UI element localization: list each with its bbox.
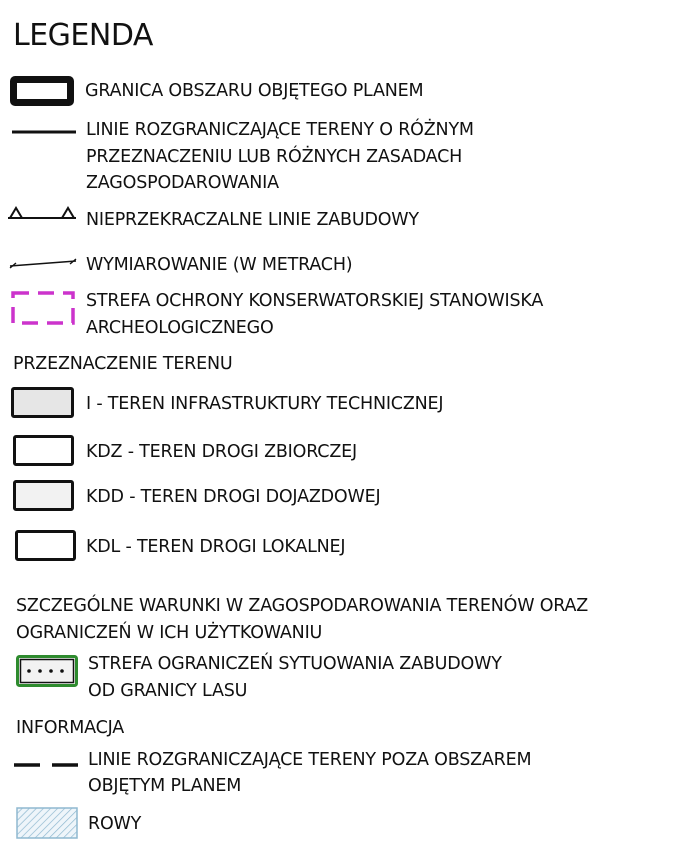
kdl-swatch (15, 530, 76, 561)
special-conditions-heading-2: OGRANICZEŃ W ICH UŻYTKOWANIU (16, 623, 323, 643)
infrastructure-label: I - TEREN INFRASTRUKTURY TECHNICZNEJ (86, 394, 444, 414)
division-line-symbol (12, 128, 76, 136)
kdz-swatch (13, 435, 74, 466)
legend-title: LEGENDA (13, 18, 153, 53)
outside-division-line-label-1: LINIE ROZGRANICZAJĄCE TERENY POZA OBSZAREM (88, 750, 532, 770)
forest-zone-label-2: OD GRANICY LASU (88, 681, 248, 701)
outside-division-line-label-2: OBJĘTYM PLANEM (88, 776, 242, 796)
ditches-label: ROWY (88, 814, 142, 834)
kdd-label: KDD - TEREN DROGI DOJAZDOWEJ (86, 487, 381, 507)
building-line-label: NIEPRZEKRACZALNE LINIE ZABUDOWY (86, 210, 419, 230)
division-line-label-3: ZAGOSPODAROWANIA (86, 173, 279, 193)
dimension-line-label: WYMIAROWANIE (W METRACH) (86, 255, 353, 275)
information-heading: INFORMACJA (16, 718, 125, 738)
conservation-zone-label-2: ARCHEOLOGICZNEGO (86, 318, 274, 338)
ditches-swatch (16, 807, 78, 839)
outside-division-line-symbol (14, 760, 80, 770)
building-line-symbol (8, 204, 76, 220)
conservation-zone-symbol (10, 290, 76, 326)
division-line-label-1: LINIE ROZGRANICZAJĄCE TERENY O RÓŻNYM (86, 120, 474, 140)
kdd-swatch (13, 480, 74, 511)
division-line-label-2: PRZEZNACZENIU LUB RÓŻNYCH ZASADACH (86, 147, 463, 167)
conservation-zone-label-1: STREFA OCHRONY KONSERWATORSKIEJ STANOWISKA (86, 291, 544, 311)
forest-zone-label-1: STREFA OGRANICZEŃ SYTUOWANIA ZABUDOWY (88, 654, 502, 674)
plan-boundary-label: GRANICA OBSZARU OBJĘTEGO PLANEM (85, 81, 424, 101)
kdl-label: KDL - TEREN DROGI LOKALNEJ (86, 537, 346, 557)
dimension-line-symbol (8, 256, 78, 270)
infrastructure-swatch (11, 387, 74, 418)
kdz-label: KDZ - TEREN DROGI ZBIORCZEJ (86, 442, 357, 462)
plan-boundary-symbol (10, 76, 74, 106)
land-use-heading: PRZEZNACZENIE TERENU (13, 354, 233, 374)
special-conditions-heading-1: SZCZEGÓLNE WARUNKI W ZAGOSPODAROWANIA TERENÓW ORAZ (16, 596, 589, 616)
forest-zone-symbol (16, 655, 78, 687)
